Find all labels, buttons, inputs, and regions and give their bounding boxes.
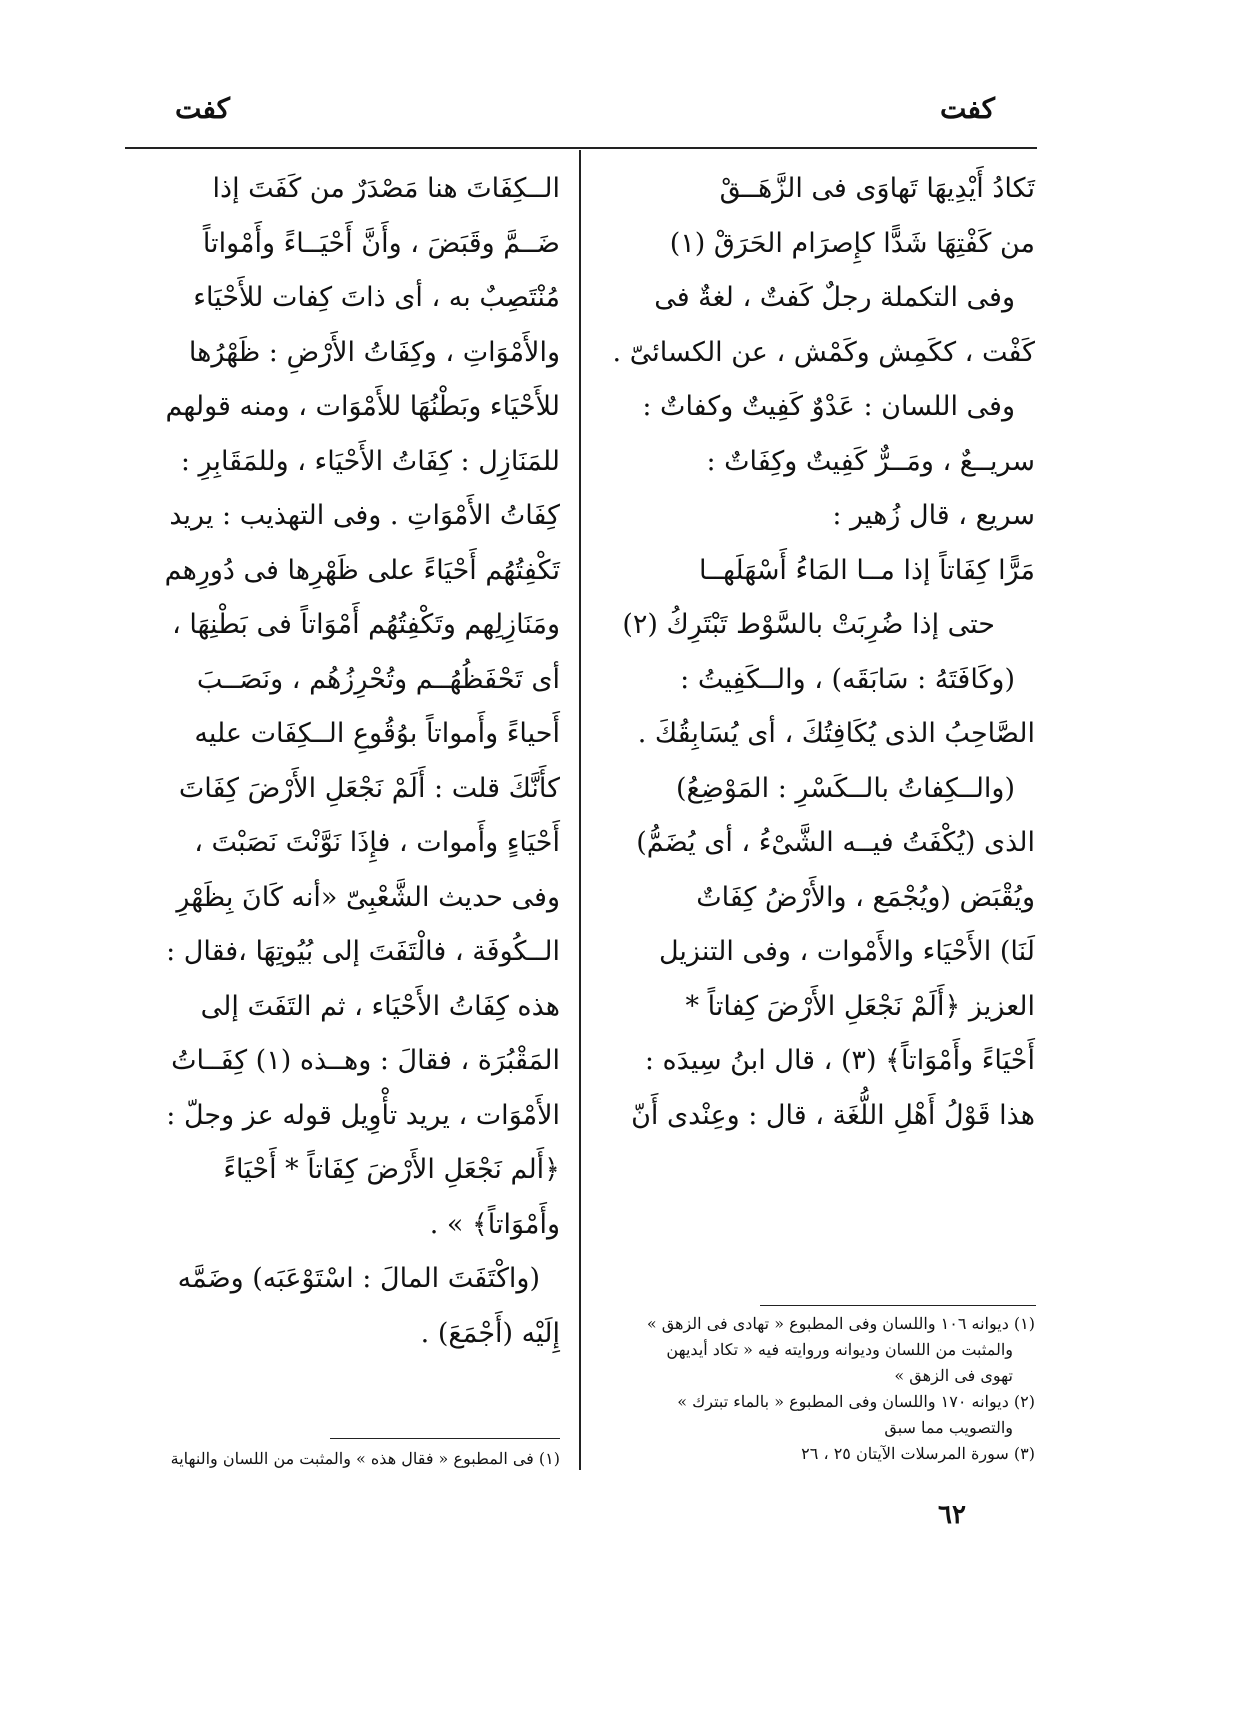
verse-line: حتى إذا ضُرِبَتْ بالسَّوْط تَبْتَرِكُ (٢) <box>622 609 995 640</box>
footnote-rule-left <box>330 1438 560 1439</box>
footnote-line: (٢) ديوانه ١٧٠ واللسان وفى المطبوع « بالماء تبترك » <box>677 1392 1035 1411</box>
text-line: كَفْت ، ككَمِش وكَمْش ، عن الكسائىّ . <box>612 336 1035 368</box>
text-line: وفى حديث الشَّعْبِىّ «أنه كَانَ بِظَهْرِ <box>176 881 560 913</box>
text-line: الــكِفَاتَ هنا مَصْدَرٌ من كَفَتَ إذا <box>212 173 560 204</box>
text-line: للمَنَازِل : كِفَاتُ الأَحْيَاء ، وللمَقَابِرِ : <box>180 445 560 477</box>
text-line: الــكُوفَة ، فالْتَفَتَ إلى بُيُوتِهَا ،فقال : <box>166 936 560 967</box>
text-line: ويُقْبَض (ويُجْمَع ، والأَرْضُ كِفَاتٌ <box>696 881 1035 913</box>
text-line: ضَــمَّ وقَبَضَ ، وأَنَّ أَحْيَــاءً وأَمْواتاً <box>202 227 560 259</box>
text-line: أَحْيَاءٍ وأَموات ، فإِذَا نَوَّنْتَ نَصَبْتَ ، <box>194 827 560 858</box>
text-line: مُنْتَصِبٌ به ، أى ذاتَ كِفات للأَحْيَاء <box>193 282 560 313</box>
text-line: ﴿أَلم نَجْعَلِ الأَرْضَ كِفَاتاً * أَحْيَاءً <box>223 1154 560 1185</box>
footnote-line: والمثبت من اللسان وديوانه وروايته فيه « تكاد أيديهن <box>666 1340 1013 1359</box>
footnote-line: (١) فى المطبوع « فقال هذه » والمثبت من اللسان والنهاية <box>170 1449 560 1468</box>
text-line: أَحياءً وأَمواتاً بوُقُوعِ الــكِفَات عليه <box>194 718 560 749</box>
text-line: (واكْتَفَتَ المالَ : اسْتَوْعَبَه) وضَمَّه <box>177 1263 540 1294</box>
footnotes-right <box>600 1311 1035 1467</box>
text-line: للأَحْيَاء وبَطْنُهَا للأَمْوَات ، ومنه قولهم <box>165 391 560 422</box>
footnote-rule-right <box>760 1305 1036 1306</box>
text-line: (والــكِفاتُ بالــكَسْرِ : المَوْضِعُ) <box>676 772 1015 804</box>
footnote-line: والتصويب مما سبق <box>884 1418 1013 1437</box>
footnote-line: (٣) سورة المرسلات الآيتان ٢٥ ، ٢٦ <box>801 1444 1035 1463</box>
text-line: العزيز ﴿أَلَمْ نَجْعَلِ الأَرْضَ كِفاتاً * <box>685 990 1035 1022</box>
text-line: وفى التكملة رجلٌ كَفتٌ ، لغةٌ فى <box>654 282 1015 313</box>
page-number: ٦٢ <box>938 1500 966 1530</box>
text-line: المَقْبُرَة ، فقالَ : وهــذه (١) كِفَــاتُ <box>171 1045 560 1076</box>
text-line: أَحْيَاءً وأَمْوَاتاً﴾ (٣) ، قال ابنُ سِيدَه : <box>644 1045 1035 1076</box>
text-line: (وكَافَتَهُ : سَابَقَه) ، والــكَفِيتُ : <box>680 663 1015 695</box>
text-line: أى تَحْفَظُهُــم وتُحْرِزُهُم ، ونَصَــبَ <box>196 663 560 695</box>
text-line: هذه كِفَاتُ الأَحْيَاء ، ثم التَفَتَ إلى <box>200 990 560 1022</box>
text-line: وفى اللسان : عَدْوٌ كَفِيتٌ وكفاتٌ : <box>642 391 1015 422</box>
verse-line: من كَفْتِهَا شَدًّا كإِصرَام الحَرَقْ (١) <box>669 227 1035 259</box>
text-line: الذى (يُكْفَتُ فيــه الشَّىْءُ ، أى يُضَمُّ) <box>636 827 1035 858</box>
text-line: كأَنَّكَ قلت : أَلَمْ نَجْعَلِ الأَرْضَ كِفَاتَ <box>178 772 560 804</box>
running-header-right: كفت <box>940 92 995 125</box>
footnote-line: (١) ديوانه ١٠٦ واللسان وفى المطبوع « تهادى فى الزهق » <box>646 1314 1035 1333</box>
text-line: وأَمْوَاتاً﴾ » . <box>429 1208 560 1240</box>
text-line: لَنَا) الأَحْيَاء والأَمْوات ، وفى التنزيل <box>658 936 1035 967</box>
right-column <box>600 162 1035 1143</box>
text-line: سريع ، قال زُهير : <box>832 500 1035 531</box>
running-header-left: كفت <box>175 92 230 125</box>
verse-line: تَكادُ أَيْدِيهَا تَهاوَى فى الزَّهَــقْ <box>719 173 1035 204</box>
column-divider <box>579 150 581 1470</box>
text-line: تَكْفِتُهُم أَحْيَاءً على ظَهْرِها فى دُورِهم <box>164 554 560 586</box>
text-line: الصَّاحِبُ الذى يُكَافِتُكَ ، أى يُسَابِقُكَ . <box>637 718 1035 749</box>
header-rule <box>125 147 1037 149</box>
text-line: والأَمْوَاتِ ، وكِفَاتُ الأَرْضِ : ظَهْرُها <box>188 336 560 368</box>
text-line: الأَمْوَات ، يريد تأْوِيل قوله عز وجلّ : <box>166 1099 560 1131</box>
text-line: هذا قَوْلُ أَهْلِ اللُّغَة ، قال : وعِنْدى أَنّ <box>631 1099 1035 1131</box>
text-line: ومَنَازِلِهم وتَكْفِتُهُم أَمْوَاتاً فى بَطْنِهَا ، <box>172 609 560 640</box>
footnote-line: تهوى فى الزهق » <box>894 1366 1013 1385</box>
footnotes-left <box>125 1446 560 1472</box>
verse-line: مَرًّا كِفَاتاً إذا مــا المَاءُ أَسْهَلَهــا <box>698 554 1035 586</box>
text-line: سريــعٌ ، ومَــرٌّ كَفِيتٌ وكِفَاتٌ : <box>706 445 1035 477</box>
text-line: كِفَاتُ الأَمْوَاتِ . وفى التهذيب : يريد <box>169 500 560 531</box>
text-line: إِلَيْه (أَجْمَعَ) . <box>420 1317 560 1349</box>
left-column <box>125 162 560 1361</box>
